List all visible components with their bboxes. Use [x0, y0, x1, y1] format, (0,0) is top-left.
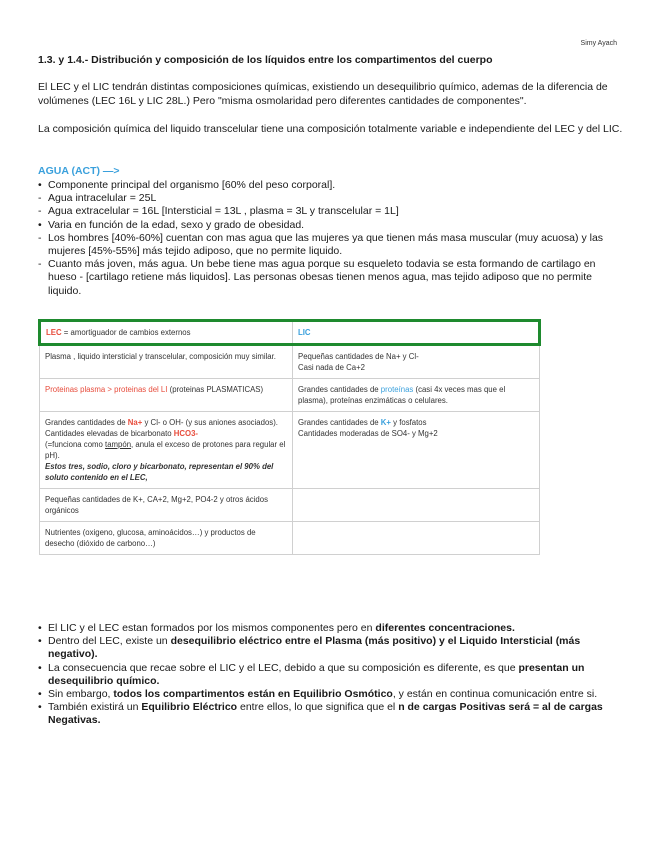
bold-text: presentan un desequilibrio químico. — [48, 661, 585, 687]
list-item-text: entre ellos, lo que significa que el — [237, 701, 399, 714]
list-item-text: Componente principal del organismo [60% del peso corporal]. — [48, 179, 336, 191]
list-item — [38, 179, 608, 192]
highlight-red: Na+ — [127, 418, 143, 427]
bullet-marker: • — [38, 661, 42, 674]
list-item-text: La consecuencia que recae sobre el LIC y el LEC, debido a que su composición es diferente, es que — [48, 661, 519, 674]
list-item — [38, 635, 608, 661]
cell-text: (casi 4x veces mas que el plasma), proteínas enzimáticas o celulares. — [298, 385, 506, 405]
table-cell — [293, 379, 540, 412]
list-item-text: , y están en continua comunicación entre si. — [392, 688, 598, 701]
intro-paragraph-2: La composición química del liquido transcelular tiene una composición totalmente variable e independiente del LEC y del LIC. — [38, 123, 623, 135]
lec-label: LEC — [46, 328, 62, 337]
list-item — [38, 701, 608, 727]
bold-text: desequilibrio eléctrico entre el Plasma (más positivo) y el Liquido Intersticial (más negativo). — [48, 635, 581, 661]
bold-text: n de cargas Positivas será = al de cargas Negativas. — [48, 701, 603, 727]
table-cell: Nutrientes (oxigeno, glucosa, aminoácidos…) y productos de desecho (dióxido de carbono…) — [40, 522, 293, 555]
cell-text: Grandes cantidades de — [45, 418, 128, 427]
bullet-marker: • — [38, 701, 42, 714]
table-row — [40, 379, 540, 412]
bullet-marker: • — [38, 635, 42, 648]
highlight-blue: proteínas — [380, 385, 414, 394]
list-item — [38, 688, 608, 701]
table-cell — [40, 412, 293, 489]
dash-marker: - — [38, 258, 42, 271]
header-lec — [40, 321, 293, 345]
lic-label: LIC — [298, 328, 311, 337]
cell-text: y Cl- o OH- (y sus aniones asociados). — [142, 418, 278, 427]
dash-marker: - — [38, 205, 42, 218]
highlight-blue: K+ — [380, 418, 391, 427]
list-item — [38, 622, 608, 635]
table-row — [40, 489, 540, 522]
list-item-text: Los hombres [40%-60%] cuentan con mas agua que las mujeres ya que tienen más masa muscular (muy acuosa) y las mujeres [45%-55%] más tejido adiposo, que no permite liquido. — [48, 231, 604, 258]
agua-list — [38, 179, 608, 298]
list-item — [38, 219, 608, 232]
cell-text: Grandes cantidades de — [298, 418, 381, 427]
table-cell — [40, 379, 293, 412]
cell-line: Estos tres, sodio, cloro y bicarbonato, representan el 90% del soluto contenido en el LEC, — [45, 462, 274, 482]
header-lic — [293, 321, 540, 345]
bullet-marker: • — [38, 622, 42, 634]
table-cell — [293, 345, 540, 379]
cell-line: Casi nada de Ca+2 — [298, 363, 365, 372]
table-cell — [293, 522, 540, 555]
highlight-red: Proteinas plasma > proteinas del LI — [45, 385, 168, 394]
cell-line: Cantidades moderadas de SO4- y Mg+2 — [298, 429, 438, 438]
bullet-marker: • — [38, 179, 42, 191]
list-item-text: Agua extracelular = 16L [Intersticial = 13L , plasma = 3L y transcelular = 1L] — [48, 205, 399, 218]
cell-text: (=funciona como — [45, 440, 106, 449]
table-header-row — [40, 321, 540, 345]
cell-line — [298, 417, 534, 428]
list-item — [38, 232, 608, 258]
dash-marker: - — [38, 231, 42, 244]
list-item — [38, 258, 608, 298]
intro-paragraph-1: El LEC y el LIC tendrán distintas composiciones químicas, existiendo un desequilibrio químico, ademas de la diferencia de volúmenes (LEC 16L y LIC 28L.) Pero "misma osmolaridad pero diferentes cantidades de componentes". — [38, 81, 608, 107]
cell-line — [45, 417, 287, 428]
list-item-text: Cuanto más joven, más agua. Un bebe tiene mas agua porque su esqueleto todavia se esta formando de cartilago en hueso - [cartilago retiene más liquidos]. Las personas obesas tienen menos agua, mas tejido adiposo que no permite liquido. — [48, 258, 596, 297]
cell-line: Pequeñas cantidades de Na+ y Cl- — [298, 352, 419, 361]
lec-desc: = amortiguador de cambios externos — [61, 328, 191, 337]
table-cell — [293, 489, 540, 522]
cell-line — [45, 428, 287, 439]
bold-text: Equilibrio Eléctrico — [141, 701, 238, 714]
cell-text: y fosfatos — [390, 418, 427, 427]
bullet-marker: • — [38, 218, 42, 231]
list-item — [38, 662, 608, 688]
cell-text: (proteinas PLASMATICAS) — [167, 385, 264, 394]
bullet-marker: • — [38, 688, 42, 701]
highlight-red: HCO3- — [173, 429, 199, 438]
list-item-text: Agua intracelular = 25L — [48, 192, 157, 205]
list-item — [38, 192, 608, 205]
list-item-text: Varia en función de la edad, sexo y grado de obesidad. — [48, 218, 305, 231]
table-row — [40, 345, 540, 379]
underlined-text: tampón — [105, 440, 132, 449]
cell-line — [45, 439, 287, 461]
agua-heading: AGUA (ACT) —> — [38, 165, 120, 177]
table-cell — [293, 412, 540, 489]
section-title: 1.3. y 1.4.- Distribución y composición de los líquidos entre los compartimentos del cuerpo — [38, 54, 493, 66]
author-name: Simy Ayach — [580, 40, 617, 47]
list-item-text: El LIC y el LEC estan formados por los mismos componentes pero en — [48, 622, 376, 634]
summary-list — [38, 622, 608, 728]
bold-text: todos los compartimentos están en Equilibrio Osmótico — [113, 688, 393, 701]
cell-text: , anula el exceso de protones para regular el pH). — [45, 440, 286, 460]
cell-text: Grandes cantidades de — [298, 385, 381, 394]
cell-text: Cantidades elevadas de bicarbonato — [45, 429, 174, 438]
list-item — [38, 205, 608, 218]
table-cell: Plasma , liquido intersticial y transcelular, composición muy similar. — [40, 345, 293, 379]
dash-marker: - — [38, 192, 42, 205]
lec-lic-table — [38, 319, 541, 555]
table-row — [40, 412, 540, 489]
list-item-text: También existirá un — [48, 701, 142, 714]
table-cell: Pequeñas cantidades de K+, CA+2, Mg+2, PO4-2 y otros ácidos orgánicos — [40, 489, 293, 522]
list-item-text: Sin embargo, — [48, 688, 114, 701]
bold-text: diferentes concentraciones. — [375, 622, 515, 634]
list-item-text: Dentro del LEC, existe un — [48, 635, 171, 648]
table-row — [40, 522, 540, 555]
